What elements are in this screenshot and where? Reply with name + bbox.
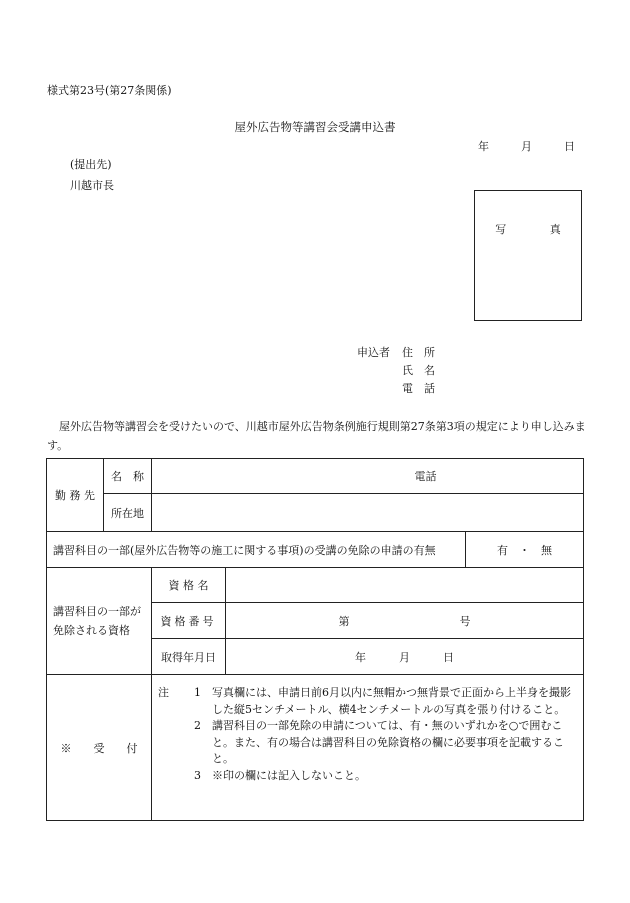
qual-number-field[interactable]: 第 号 xyxy=(226,603,584,639)
submit-to-label: (提出先) xyxy=(70,158,112,171)
applicant-address-label[interactable]: 住 所 xyxy=(402,346,435,359)
workplace-label: 勤 務 先 xyxy=(47,459,104,532)
notes-prefix: 注 xyxy=(158,686,169,699)
body-text: 屋外広告物等講習会を受けたいので、川越市屋外広告物条例施行規則第27条第3項の規定により申し込みます。 xyxy=(47,420,586,452)
application-table xyxy=(46,458,584,821)
note-number: 2 xyxy=(194,719,201,732)
qual-name-field[interactable] xyxy=(226,568,584,603)
exemption-question: 講習科目の一部(屋外広告物等の施工に関する事項)の受講の免除の申請の有無 xyxy=(47,532,466,568)
form-number: 様式第23号(第27条関係) xyxy=(47,84,172,97)
workplace-phone-label: 電話 xyxy=(414,470,437,483)
qual-date-field[interactable]: 年 月 日 xyxy=(226,639,584,675)
note-item xyxy=(158,768,577,785)
photo-box[interactable] xyxy=(474,190,582,321)
workplace-name-field[interactable] xyxy=(152,459,584,494)
photo-label: 写 真 xyxy=(495,223,581,236)
date-day[interactable]: 日 xyxy=(564,140,575,153)
exemption-answer[interactable]: 有 ・ 無 xyxy=(466,532,584,568)
note-number: 1 xyxy=(194,686,201,699)
qual-name-label: 資 格 名 xyxy=(152,568,226,603)
qual-date-label: 取得年月日 xyxy=(152,639,226,675)
workplace-address-field[interactable] xyxy=(152,494,584,532)
note-item xyxy=(158,718,577,768)
note-item xyxy=(158,685,577,718)
date-month[interactable]: 月 xyxy=(521,140,532,153)
workplace-name-label: 名 称 xyxy=(104,459,152,494)
note-text: 写真欄には、申請日前6月以内に無帽かつ無背景で正面から上半身を撮影した縦5センチメートル、横4センチメートルの写真を張り付けること。 xyxy=(212,686,571,716)
notes-cell xyxy=(152,675,584,821)
qualification-label: 講習科目の一部が免除される資格 xyxy=(47,568,152,675)
qual-number-label: 資格番号 xyxy=(152,603,226,639)
note-text: ※印の欄には記入しないこと。 xyxy=(212,768,366,782)
workplace-address-label: 所在地 xyxy=(104,494,152,532)
applicant-label: 申込者 xyxy=(357,346,390,359)
addressee: 川越市長 xyxy=(70,179,114,192)
page-title: 屋外広告物等講習会受講申込書 xyxy=(234,120,396,134)
note-text: 講習科目の一部免除の申請については、有・無のいずれかを○で囲むこと。また、有の場合は講習科目の免除資格の欄に必要事項を記載すること。 xyxy=(212,719,564,765)
receipt-label: ※ 受 付 xyxy=(47,675,152,821)
applicant-phone-label[interactable]: 電 話 xyxy=(402,382,435,395)
applicant-name-label[interactable]: 氏 名 xyxy=(402,364,435,377)
date-year[interactable]: 年 xyxy=(478,140,489,153)
date-line xyxy=(478,138,575,154)
note-number: 3 xyxy=(194,768,201,782)
